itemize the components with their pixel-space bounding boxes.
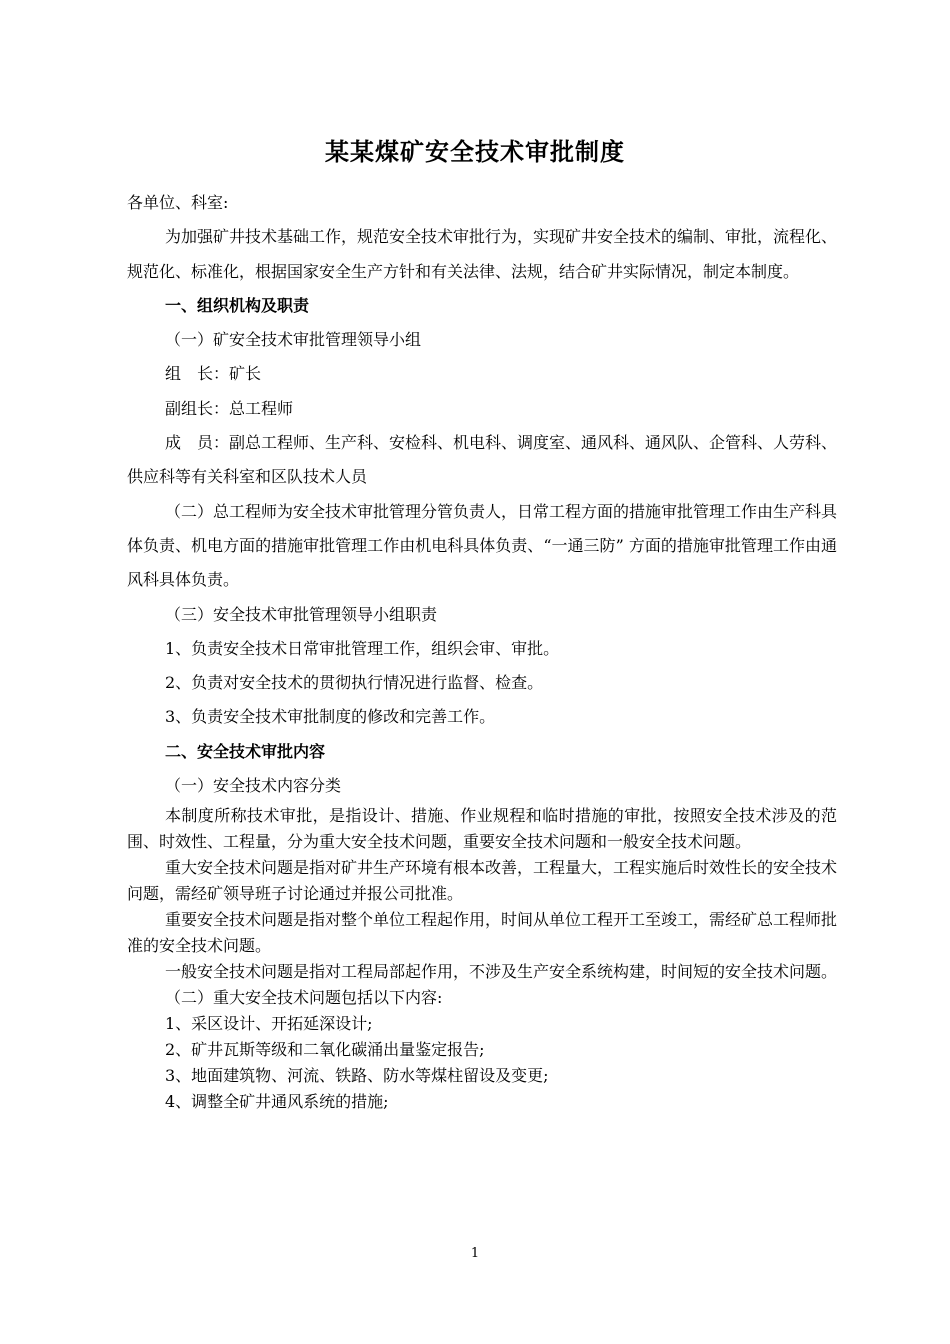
document-title: 某某煤矿安全技术审批制度	[325, 137, 625, 166]
section-heading-2: 二、安全技术审批内容	[165, 741, 326, 761]
members-paragraph: 成 员：副总工程师、生产科、安检科、机电科、调度室、通风科、通风队、企管科、人劳科、供应科等有关科室和区队技术人员	[127, 433, 838, 487]
subheading-1-1: （一）矿安全技术审批管理领导小组	[165, 330, 422, 350]
important-issue-paragraph: 重要安全技术问题是指对整个单位工程起作用，时间从单位工程开工至竣工，需经矿总工程师批准的安全技术问题。	[127, 910, 838, 956]
duty-item-2: 2、负责对安全技术的贯彻执行情况进行监督、检查。	[165, 673, 544, 693]
deputy-leader-line: 副组长：总工程师	[165, 398, 294, 418]
major-item-4: 4、调整全矿井通风系统的措施;	[165, 1092, 389, 1112]
major-item-1: 1、采区设计、开拓延深设计;	[165, 1014, 373, 1034]
duty-item-1: 1、负责安全技术日常审批管理工作，组织会审、审批。	[165, 638, 560, 658]
document-body	[127, 186, 837, 1115]
major-issue-paragraph: 重大安全技术问题是指对矿井生产环境有根本改善，工程量大，工程实施后时效性长的安全技术问题，需经矿领导班子讨论通过并报公司批准。	[127, 858, 838, 904]
subheading-2-2: （二）重大安全技术问题包括以下内容:	[165, 988, 443, 1008]
salutation: 各单位、科室:	[127, 193, 229, 212]
classification-paragraph: 本制度所称技术审批，是指设计、措施、作业规程和临时措施的审批，按照安全技术涉及的范围、时效性、工程量，分为重大安全技术问题，重要安全技术问题和一般安全技术问题。	[127, 806, 837, 852]
section-heading-1: 一、组织机构及职责	[165, 295, 310, 315]
section-tight-spacing	[127, 803, 837, 1115]
chief-engineer-paragraph: （二）总工程师为安全技术审批管理分管负责人，日常工程方面的措施审批管理工作由生产科具体负责、机电方面的措施审批管理工作由机电科具体负责、“一通三防” 方面的措施审批管理工作由通风科具体负责。	[127, 501, 838, 590]
subheading-1-3: （三）安全技术审批管理领导小组职责	[165, 604, 438, 624]
intro-paragraph: 为加强矿井技术基础工作，规范安全技术审批行为，实现矿井安全技术的编制、审批，流程化、规范化、标准化，根据国家安全生产方针和有关法律、法规，结合矿井实际情况，制定本制度。	[127, 227, 838, 281]
leader-line: 组 长：矿长	[165, 364, 262, 384]
major-item-3: 3、地面建筑物、河流、铁路、防水等煤柱留设及变更;	[165, 1066, 549, 1086]
duty-item-3: 3、负责安全技术审批制度的修改和完善工作。	[165, 707, 496, 727]
page-number: 1	[470, 1246, 480, 1261]
section-loose-spacing	[127, 186, 837, 803]
major-item-2: 2、矿井瓦斯等级和二氧化碳涌出量鉴定报告;	[165, 1040, 485, 1060]
general-issue-paragraph: 一般安全技术问题是指对工程局部起作用，不涉及生产安全系统构建，时间短的安全技术问题。	[165, 962, 838, 982]
subheading-2-1: （一）安全技术内容分类	[165, 776, 342, 796]
